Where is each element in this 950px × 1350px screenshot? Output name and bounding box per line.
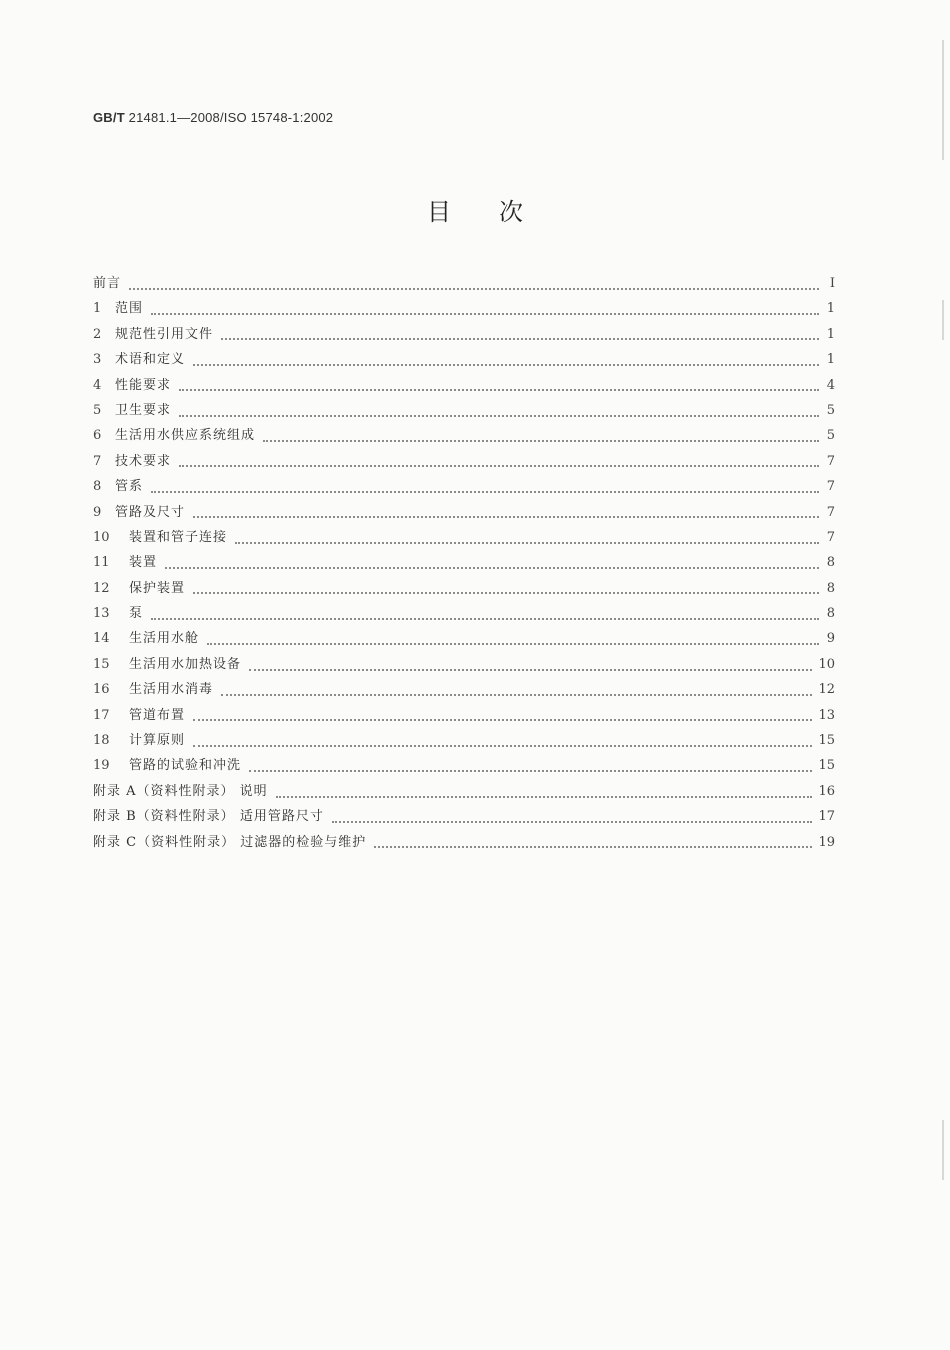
leader-dots bbox=[193, 506, 819, 518]
toc-entry[interactable] bbox=[93, 653, 835, 678]
toc-entry-number: 18 bbox=[93, 733, 110, 749]
toc-entry-label: 技术要求 bbox=[115, 453, 172, 469]
leader-dots bbox=[179, 455, 819, 467]
toc-entry-label: 管道布置 bbox=[129, 707, 186, 723]
toc-entry-label: 前言 bbox=[93, 276, 122, 291]
toc-entry-label: 保护装置 bbox=[129, 580, 186, 596]
toc-entry-number: 17 bbox=[93, 707, 110, 723]
toc-entry-page: 7 bbox=[826, 453, 835, 469]
toc-entry-number: 4 bbox=[93, 377, 102, 393]
leader-dots bbox=[151, 481, 819, 493]
toc-entry-label: 卫生要求 bbox=[115, 402, 172, 418]
leader-dots bbox=[374, 836, 812, 848]
leader-dots bbox=[193, 735, 812, 747]
leader-dots bbox=[276, 786, 813, 798]
toc-entry[interactable] bbox=[93, 678, 835, 703]
toc-entry[interactable] bbox=[93, 551, 835, 576]
toc-entry-number: 19 bbox=[93, 758, 110, 774]
toc-entry-annex-a[interactable] bbox=[93, 780, 835, 805]
leader-dots bbox=[165, 557, 819, 569]
leader-dots bbox=[193, 354, 819, 366]
toc-entry-annex-c[interactable] bbox=[93, 831, 835, 856]
leader-dots bbox=[235, 532, 819, 544]
toc-entry-page: 5 bbox=[826, 402, 835, 418]
table-of-contents bbox=[93, 272, 835, 856]
standard-number: 21481.1—2008/ISO 15748-1:2002 bbox=[128, 110, 334, 125]
toc-entry[interactable] bbox=[93, 424, 835, 449]
toc-entry-label: 术语和定义 bbox=[115, 352, 186, 368]
toc-entry-label: 管路及尺寸 bbox=[115, 504, 186, 520]
toc-entry-page: 16 bbox=[818, 783, 835, 799]
toc-entry[interactable] bbox=[93, 450, 835, 475]
leader-dots bbox=[332, 811, 813, 823]
toc-entry-label: 生活用水消毒 bbox=[129, 682, 214, 698]
toc-entry-number: 1 bbox=[93, 301, 102, 317]
toc-entry-label: 泵 bbox=[129, 606, 144, 622]
toc-entry[interactable] bbox=[93, 577, 835, 602]
toc-entry-label: 管系 bbox=[115, 479, 144, 495]
scan-edge-mark bbox=[942, 300, 944, 340]
toc-entry[interactable] bbox=[93, 374, 835, 399]
toc-entry-label: 性能要求 bbox=[115, 377, 172, 393]
toc-entry[interactable] bbox=[93, 729, 835, 754]
toc-entry[interactable] bbox=[93, 348, 835, 373]
toc-entry-page: 15 bbox=[818, 758, 835, 774]
toc-entry-label: 生活用水供应系统组成 bbox=[115, 428, 256, 444]
toc-entry[interactable] bbox=[93, 323, 835, 348]
page-title bbox=[0, 192, 950, 227]
toc-entry-number: 9 bbox=[93, 504, 102, 520]
leader-dots bbox=[221, 328, 819, 340]
toc-entry-label: 范围 bbox=[115, 301, 144, 317]
toc-entry-number: 3 bbox=[93, 352, 102, 368]
toc-entry-annex-b[interactable] bbox=[93, 805, 835, 830]
toc-entry[interactable] bbox=[93, 475, 835, 500]
toc-entry-number: 13 bbox=[93, 606, 110, 622]
toc-entry-number: 2 bbox=[93, 326, 102, 342]
toc-entry[interactable] bbox=[93, 627, 835, 652]
scan-edge-mark bbox=[942, 40, 944, 160]
leader-dots bbox=[263, 430, 819, 442]
toc-entry[interactable] bbox=[93, 501, 835, 526]
toc-entry-label: 管路的试验和冲洗 bbox=[129, 758, 242, 774]
leader-dots bbox=[129, 278, 819, 290]
toc-entry-label: 计算原则 bbox=[129, 733, 186, 749]
toc-entry-number: 8 bbox=[93, 479, 102, 495]
standard-header bbox=[93, 110, 333, 125]
toc-entry-label: 生活用水舱 bbox=[129, 631, 200, 647]
standard-prefix: GB/T bbox=[93, 110, 125, 125]
toc-entry-page: 15 bbox=[818, 733, 835, 749]
leader-dots bbox=[249, 659, 812, 671]
leader-dots bbox=[151, 303, 819, 315]
toc-entry-number: 14 bbox=[93, 631, 110, 647]
toc-entry-page: 12 bbox=[818, 682, 835, 698]
title-char-1: 目 bbox=[427, 198, 451, 226]
toc-entry-page: 7 bbox=[826, 479, 835, 495]
toc-entry-page: 17 bbox=[818, 809, 835, 825]
toc-entry-page: 5 bbox=[826, 428, 835, 444]
toc-entry-label: 装置 bbox=[129, 555, 158, 571]
toc-entry-label: 生活用水加热设备 bbox=[129, 656, 242, 672]
leader-dots bbox=[151, 608, 819, 620]
toc-entry-page: 10 bbox=[818, 656, 835, 672]
toc-entry[interactable] bbox=[93, 297, 835, 322]
toc-entry-page: I bbox=[829, 276, 835, 291]
toc-entry-page: 7 bbox=[826, 529, 835, 545]
toc-entry-label: 规范性引用文件 bbox=[115, 326, 214, 342]
toc-entry-page: 1 bbox=[826, 326, 835, 342]
toc-entry-number: 11 bbox=[93, 555, 110, 571]
toc-entry-page: 1 bbox=[826, 301, 835, 317]
toc-entry-number: 15 bbox=[93, 656, 110, 672]
toc-entry-number: 10 bbox=[93, 529, 110, 545]
scan-edge-mark bbox=[942, 1120, 944, 1180]
toc-entry-label: 附录 B（资料性附录） 适用管路尺寸 bbox=[93, 809, 324, 825]
toc-entry-number: 6 bbox=[93, 428, 102, 444]
leader-dots bbox=[207, 633, 819, 645]
toc-entry-page: 19 bbox=[818, 834, 835, 850]
toc-entry-number: 7 bbox=[93, 453, 102, 469]
toc-entry-page: 7 bbox=[826, 504, 835, 520]
toc-entry-page: 13 bbox=[818, 707, 835, 723]
leader-dots bbox=[179, 379, 819, 391]
toc-entry[interactable] bbox=[93, 526, 835, 551]
toc-entry[interactable] bbox=[93, 399, 835, 424]
toc-entry-label: 附录 C（资料性附录） 过滤器的检验与维护 bbox=[93, 834, 367, 850]
toc-entry-page: 8 bbox=[826, 606, 835, 622]
toc-entry-number: 16 bbox=[93, 682, 110, 698]
toc-entry[interactable] bbox=[93, 602, 835, 627]
leader-dots bbox=[193, 582, 819, 594]
toc-entry-number: 12 bbox=[93, 580, 110, 596]
leader-dots bbox=[179, 405, 819, 417]
leader-dots bbox=[221, 684, 812, 696]
leader-dots bbox=[193, 709, 812, 721]
toc-entry[interactable] bbox=[93, 754, 835, 779]
toc-entry-page: 8 bbox=[826, 555, 835, 571]
leader-dots bbox=[249, 760, 812, 772]
title-char-2: 次 bbox=[499, 198, 523, 226]
toc-entry-label: 装置和管子连接 bbox=[129, 529, 228, 545]
toc-entry-foreword[interactable] bbox=[93, 272, 835, 297]
toc-entry-page: 8 bbox=[826, 580, 835, 596]
toc-entry-label: 附录 A（资料性附录） 说明 bbox=[93, 783, 268, 799]
toc-entry-page: 9 bbox=[826, 631, 835, 647]
toc-entry[interactable] bbox=[93, 704, 835, 729]
toc-entry-number: 5 bbox=[93, 402, 102, 418]
toc-entry-page: 4 bbox=[826, 377, 835, 393]
toc-entry-page: 1 bbox=[826, 352, 835, 368]
